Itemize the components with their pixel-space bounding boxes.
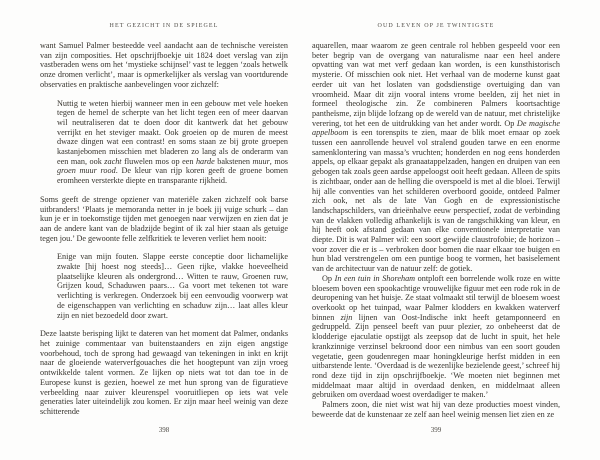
right-page: [312, 0, 560, 460]
right-page-number: 399: [430, 426, 442, 434]
paragraph: [312, 274, 560, 400]
italic-text: muur: [252, 156, 270, 166]
body-text: . De kleur van rijp koren geeft de groene bomen eromheen versterkte diepte en transparante rijkheid.: [57, 166, 288, 186]
body-text: Deze laatste berisping lijkt te dateren van het moment dat Palmer, ondanks het zuinige commentaar van buitenstaanders en zijn eigen angstige voorbehoud, toch de sprong had gewaagd van tekeningen in inkt en krijt naar de gloeiende waterverfgouaches die het hoogtepunt van zijn vroeg ontwikkelde talent vormen. Ze lijken op niets wat tot dan toe in de Europese kunst is gezien, hoewel ze met hun sprong van de figuratieve verbeelding naar zuiver kleurenspel vooruitliepen op iets wat vele generaties later uiteindelijk zou komen. Er zijn maar heel weinig van deze schitterende: [40, 329, 288, 416]
body-text: Nuttig te weten hierbij wanneer men in een gebouw met vele hoeken tegen de hemel de scherpte van het licht tegen een of meer daarvan wil neutraliseren dat te doen door dit kantwerk dat het gebouw verrijkt en het steviger maakt. Ook groeien op de muren de meest dwaze dingen wat een contrast! en soms staan ze bij grote groepen kastanjebomen misschien met bladeren zo lang als de onderarm van een man, ook: [57, 98, 288, 166]
block-quote: [57, 99, 288, 186]
italic-text: In een tuin in Shoreham: [334, 273, 416, 283]
paragraph: [312, 41, 560, 274]
body-text: want Samuel Palmer besteedde veel aandacht aan de technische vereisten van zijn composities. Het opschrijfboekje uit 1824 doet verslag van zijn vastberaden wens om het ‘mystieke schijnsel’ vast te leggen ‘zoals hetwelk onze dromen verlicht’, maar is opmerkelijker als verslag van voortdurende observaties en praktische aanbevelingen voor zichzelf:: [40, 41, 288, 89]
body-text: is een torenspits te zien, maar de blik moet ernaar op zoek tussen een aanrollende heuvel vol stralend gouden tarwe en een enorme samenklontering van massa’s vruchten; honderden en nog eens honderden appels, op elkaar gepakt als granaatappelzaden, hangen en druipen van een gebogen tak zoals geen aardse appeloogst ooit heeft gedaan. Alleen de spits is zichtbaar, onder aan de helling die overspoeld is met al die bloei. Terwijl hij alle conventies van het schilderen overboord gooide, ontdeed Palmer zich ook, net als de late Van Gogh en de expressionistische landschapschilders, van drieënhalve eeuw perspectief, zodat de verbinding van de vlakken volledig afhankelijk is van de rangschikking van kleur, en hij heeft ook afstand gedaan van elke conventionele interpretatie van diepte. Dit is wat Palmer wil: een soort gewijde claustrofobie; de horizon – voor zover die er is – verbroken door bomen die naar elkaar toe buigen en hun blad verstrengelen om een puntige boog te vormen, het basiselement van de architectuur van de natuur zelf: de gotiek.: [312, 128, 560, 274]
body-text: aquarellen, maar waarom ze geen centrale rol hebben gespeeld voor een beter begrip van de overgang van naturalisme naar een heel andere opvatting van wat met verf gedaan kan worden, is een kunsthistorisch mysterie. Of misschien ook niet. Het verhaal van de moderne kunst gaat eerder uit van het loslaten van godsdienstige overtuiging dan van vroomheid. Maar dit zijn vooral intens vrome beelden, zij het niet in formeel theologische zin. Ze combineren Palmers koortsachtige pantheïsme, zijn blijde lofzang op de wereld van de natuur, met christelijke verering, tot het een de uitdrukking van het ander wordt. Op: [312, 41, 560, 128]
paragraph: [40, 329, 288, 416]
paragraph: [40, 195, 288, 244]
body-text: ontploft een borrelende wolk roze en witte bloesem boven een spookachtige vrouwelijke figuur met een rode rok in de deuropening van het huisje. Ze staat volmaakt stil terwijl de bloesem woest overkookt op het tuinpad, waar Palmer klodders en kwakken waterverf binnen: [312, 273, 560, 322]
italic-text: De magische appelboom: [312, 118, 560, 138]
body-text: , mos: [269, 156, 288, 166]
left-page: [40, 0, 288, 460]
body-text: Op: [322, 273, 335, 283]
left-page-number: 398: [158, 426, 170, 434]
left-page-text: [40, 41, 288, 417]
italic-text: groen muur rood: [57, 166, 116, 176]
body-text: Soms geeft de strenge opziener van materiële zaken zichzelf ook barse uitbranders! ‘Plaats je memoranda netter in je boek jij vuige schurk – dan kun je er in toekomstige tijden met genoegen naar verwijzen en zien dat je aan de andere kant van de bladzijde begint of ik zal hier staan als getuige tegen jou.’ De gewoonte felle zelfkritiek te leveren verliet hem nooit:: [40, 194, 288, 243]
italic-text: zacht: [104, 156, 122, 166]
body-text: lijnen van Oost-Indische inkt heeft getamponneerd en gedruppeld. Zijn penseel beeft van puur plezier, zo onbeheerst dat de klodderige ejaculatie opstijgt als zeepsop dat de lucht in spuit, het hele krankzinnige verzinsel bekroond door een nimbus van een soort gouden vegetatie, geen goudenregen maar honingkleurige herfst midden in een uitbarstende lente. ‘Overdaad is de wezenlijke bezielende geest,’ schreef hij rond deze tijd in zijn opschrijfboekje. ‘We moeten niet beginnen met middelmaat maar altijd in overdaad denken, en middelmaat alleen gebruiken om overdaad woest overdadiger te maken.’: [312, 312, 560, 400]
right-running-head: OUD LEVEN OP JE TWINTIGSTE: [377, 23, 495, 29]
block-quote: [57, 252, 288, 320]
right-page-text: [312, 41, 560, 419]
italic-text: zijn: [340, 312, 353, 322]
italic-text: harde: [195, 156, 215, 166]
paragraph: [312, 400, 560, 419]
body-text: Enige van mijn fouten. Slappe eerste conceptie door lichamelijke zwakte [hij hoest nog steeds]… Geen rijke, vlakke hoeveelheid plaatselijke kleuren als ondergrond… Witten te rauw, Groenen ruw, Grijzen koud, Schaduwen paars… Ga voort met tekenen tot ware verlichting is verkregen. Onderzoek bij een eenvoudig voorwerp wat de eigenschappen van verlichting en schaduw zijn… laat alles kleur zijn en niet bezoedeld door zwart.: [57, 252, 288, 320]
left-running-head: HET GEZICHT IN DE SPIEGEL: [109, 23, 219, 29]
body-text: bakstenen: [214, 156, 253, 166]
body-text: Palmers zoon, die niet wist wat hij van deze producties moest vinden, beweerde dat de kunstenaar ze zelf aan heel weinig mensen liet zien en ze: [312, 400, 560, 419]
body-text: fluwelen mos op een: [121, 156, 196, 166]
paragraph: [40, 41, 288, 90]
